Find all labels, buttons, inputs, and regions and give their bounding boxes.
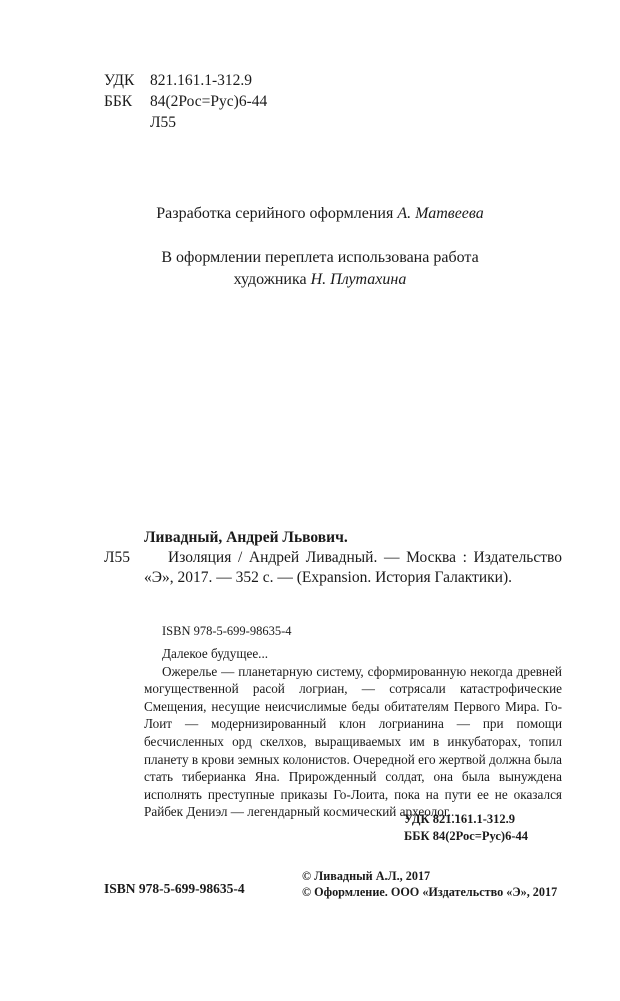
udk-value: 821.161.1-312.9 <box>150 72 253 89</box>
cover-art-credit <box>10 247 620 291</box>
series-design-prefix: Разработка серийного оформления <box>156 205 398 222</box>
annotation <box>144 645 562 821</box>
bbk-bottom: ББК 84(2Рос=Рус)6-44 <box>404 828 528 843</box>
udk-label: УДК <box>104 72 135 89</box>
series-designer-name: А. Матвеева <box>397 205 484 222</box>
cover-credit-line-2 <box>10 269 620 291</box>
author-mark: Л55 <box>104 549 131 566</box>
author-mark-top: Л55 <box>150 114 177 131</box>
annotation-opening: Далекое будущее... <box>162 646 269 661</box>
author-heading: Ливадный, Андрей Львович. <box>144 529 348 546</box>
series-design-credit <box>10 203 620 225</box>
author-mark-row <box>104 112 267 133</box>
catalog-isbn: ISBN 978-5-699-98635-4 <box>162 624 292 638</box>
udk-row <box>104 70 267 91</box>
bbk-row <box>104 91 267 112</box>
udk-bottom: УДК 821.161.1-312.9 <box>404 812 515 826</box>
catalog-record <box>104 528 562 588</box>
bbk-label: ББК <box>104 93 133 110</box>
cover-credit-prefix: художника <box>233 271 311 288</box>
copyright-block <box>302 868 557 900</box>
catalog-entry <box>104 548 562 588</box>
cover-artist-name: Н. Плутахина <box>310 271 407 288</box>
classification-block-bottom <box>404 811 528 844</box>
cover-credit-line-1: В оформлении переплета использована работа <box>161 249 479 266</box>
annotation-body: Ожерелье — планетарную систему, сформированную некогда древней могущественной расой логриан, — сотрясали катастрофические Смещения, несущие неисчислимые беды обитателям Первого Мира. Го-Лоит — модернизированный клон логрианина — при помощи бесчисленных орд скелхов, выращиваемых им в инкубаторах, топил планету в крови земных колонистов. Очередной его жертвой должна была стать тиберианка Яна. Прирожденный солдат, она была вынуждена исполнять преступные приказы Го-Лоита, пока на пути ее не оказался Райбек Дениэл — легендарный космический археолог... <box>144 663 563 820</box>
bbk-value: 84(2Рос=Рус)6-44 <box>150 93 268 110</box>
footer-isbn: ISBN 978-5-699-98635-4 <box>104 881 245 896</box>
copyright-design: © Оформление. ООО «Издательство «Э», 2017 <box>302 885 558 899</box>
bibliographic-description: Изоляция / Андрей Ливадный. — Москва : Издательство «Э», 2017. — 352 с. — (Expansion. История Галактики). <box>144 549 562 586</box>
copyright-author: © Ливадный А.Л., 2017 <box>302 869 431 883</box>
classification-block-top <box>104 70 267 133</box>
